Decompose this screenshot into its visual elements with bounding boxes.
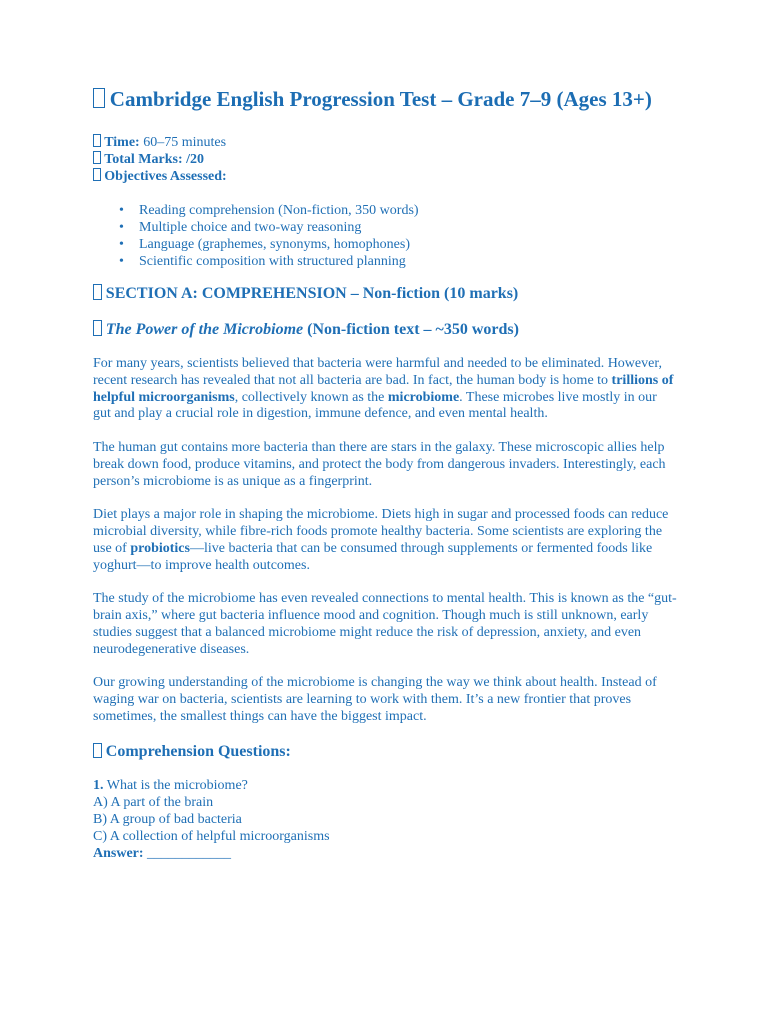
objective-item: • Scientific composition with structured planning [119, 253, 678, 270]
p3-bold-1: probiotics [130, 540, 190, 556]
missing-glyph-icon [93, 320, 102, 335]
questions-heading-text: Comprehension Questions: [105, 743, 291, 761]
title-text: Cambridge English Progression Test – Grade 7–9 (Ages 13+) [109, 87, 652, 111]
question-1-stem [93, 778, 678, 795]
passage-paragraph-4: The study of the microbiome has even revealed connections to mental health. This is known as the “gut-brain axis,” where gut bacteria influence mood and cognition. Though much is still unknown, early studies suggest that a balanced microbiome might reduce the risk of depression, anxiety, and even neurodegenerative diseases. [93, 591, 677, 657]
p1-text-2: , collectively known as the [234, 389, 388, 405]
option-a: A) A part of the brain [93, 795, 214, 811]
text-title-heading [93, 320, 678, 340]
p1-text-3: . These microbes live mostly in our gut and play a crucial role in digestion, immune defence, and even mental health. [93, 389, 657, 422]
page-title [93, 86, 678, 113]
passage-paragraph-5: Our growing understanding of the microbiome is changing the way we think about health. Instead of waging war on bacteria, scientists are learning to work with them. It’s a new frontier that proves sometimes, the smallest things can have the biggest impact. [93, 675, 657, 724]
passage-paragraph-2: The human gut contains more bacteria than there are stars in the galaxy. These microscopic allies help break down food, produce vitamins, and protect the body from dangerous invaders. Interestingly, each person’s microbiome is as unique as a fingerprint. [93, 439, 666, 489]
answer-label: Answer: [93, 845, 144, 861]
p1-bold-1: trillions of helpful microorganisms [93, 372, 674, 405]
answer-blank[interactable]: ____________ [147, 845, 232, 861]
objective-item: • Reading comprehension (Non-fiction, 350 words) [119, 202, 678, 219]
missing-glyph-icon [93, 151, 101, 164]
missing-glyph-icon [93, 134, 101, 147]
meta-marks [93, 151, 678, 168]
section-a-heading-text: SECTION A: COMPREHENSION – Non-fiction (10 marks) [105, 285, 519, 302]
p3-text-1: Diet plays a major role in shaping the microbiome. Diets high in sugar and processed foods can reduce microbial diversity, while fibre-rich foods promote healthy bacteria. Some scientists are exploring the use of [93, 507, 669, 556]
question-number: 1. [93, 778, 104, 794]
missing-glyph-icon [93, 743, 102, 758]
missing-glyph-icon [93, 168, 101, 181]
objectives-list [93, 202, 678, 270]
option-b: B) A group of bad bacteria [93, 811, 242, 827]
passage-paragraph-1 [93, 356, 678, 423]
meta-objectives [93, 168, 678, 185]
p3-text-2: —live bacteria that can be consumed through supplements or fermented foods like yoghurt—to improve health outcomes. [93, 540, 653, 573]
question-1 [93, 778, 678, 862]
missing-glyph-icon [93, 284, 102, 299]
objective-item: • Multiple choice and two-way reasoning [119, 219, 678, 236]
question-text: What is the microbiome? [106, 778, 248, 794]
section-a-heading [93, 284, 678, 304]
p1-text-1: For many years, scientists believed that bacteria were harmful and needed to be eliminated. However, recent research has revealed that not all bacteria are bad. In fact, the human body is home to [93, 356, 662, 388]
p1-bold-2: microbiome [387, 389, 460, 405]
objective-item: • Language (graphemes, synonyms, homophones) [119, 236, 678, 253]
meta-time [93, 134, 678, 151]
passage-paragraph-3 [93, 507, 678, 574]
answer-line [93, 846, 678, 863]
text-title: The Power of the Microbiome [105, 321, 304, 338]
questions-heading [93, 742, 678, 762]
total-marks: Total Marks: /20 [104, 152, 205, 167]
objectives-label: Objectives Assessed: [104, 169, 227, 184]
missing-glyph-icon [93, 88, 105, 108]
text-subtitle: (Non-fiction text – ~350 words) [307, 321, 519, 338]
time-value: 60–75 minutes [143, 135, 227, 150]
time-label: Time: [104, 135, 140, 150]
option-c: C) A collection of helpful microorganisms [93, 828, 330, 844]
